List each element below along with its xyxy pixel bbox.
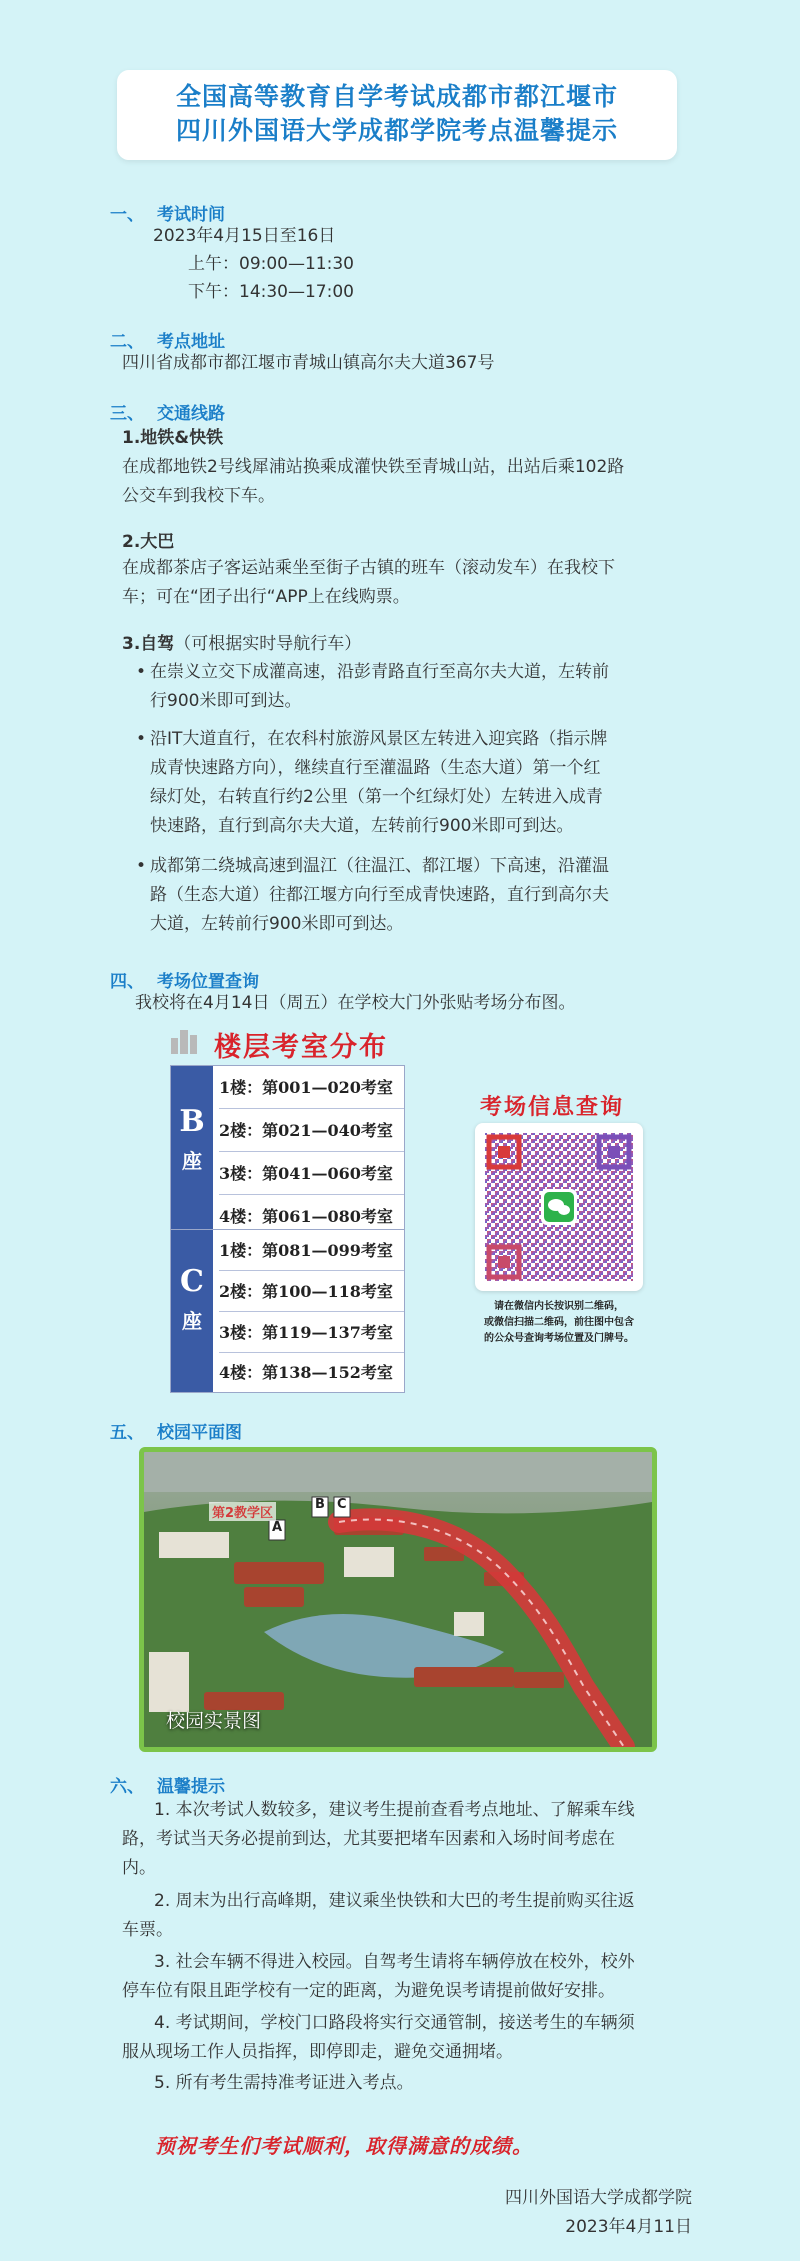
floor-title — [170, 1025, 388, 1064]
drive-route-2-line-3: 绿灯处，右转直行约2公里（第一个红绿灯处）左转进入成青 — [150, 787, 603, 807]
map-marker-a: A — [272, 1520, 283, 1535]
qr-note — [462, 1299, 656, 1347]
drive-route-3-line-2: 路（生态大道）往都江堰方向行至成青快速路，直行到高尔夫 — [150, 885, 609, 905]
tip-1-line-1: 1. 本次考试人数较多，建议考生提前查看考点地址、了解乘车线 — [154, 1800, 635, 1820]
campus-map — [139, 1447, 657, 1752]
section-3-title: 交通线路 — [157, 404, 225, 424]
building-c-zuo: 座 — [182, 1309, 202, 1333]
section-6-title: 温馨提示 — [157, 1777, 225, 1797]
route-metro-title: 1.地铁&快铁 — [122, 428, 224, 448]
section-6-number: 六、 — [110, 1777, 144, 1797]
tip-1-line-3: 内。 — [122, 1858, 156, 1878]
floor-title-text: 楼层考室分布 — [214, 1032, 388, 1063]
bullet-dot: • — [136, 856, 147, 876]
route-metro-line-2: 公交车到我校下车。 — [122, 486, 275, 506]
drive-route-1-line-1: 在崇义立交下成灌高速，沿彭青路直行至高尔夫大道，左转前 — [150, 662, 609, 682]
campus-aerial-image — [144, 1452, 652, 1747]
title-box — [117, 70, 677, 160]
drive-route-3-line-3: 大道，左转前行900米即可到达。 — [150, 914, 404, 934]
qr-note-line-1: 请在微信内长按识别二维码， — [494, 1301, 624, 1312]
tip-2-line-2: 车票。 — [122, 1920, 173, 1940]
qr-code[interactable] — [475, 1123, 643, 1291]
drive-route-3 — [136, 852, 609, 939]
tip-4 — [122, 2009, 722, 2067]
drive-route-3-line-1: 成都第二绕城高速到温江（往温江、都江堰）下高速，沿灌温 — [150, 856, 609, 876]
section-2-number: 二、 — [110, 332, 144, 352]
exam-address: 四川省成都市都江堰市青城山镇高尔夫大道367号 — [122, 353, 495, 373]
wish-text: 预祝考生们考试顺利，取得满意的成绩。 — [155, 2134, 533, 2158]
building-c-floor-1: 1楼：第081—099考室 — [219, 1230, 404, 1271]
tip-1 — [122, 1796, 722, 1883]
tip-5-line-1: 5. 所有考生需持准考证进入考点。 — [154, 2073, 414, 2093]
location-notice: 我校将在4月14日（周五）在学校大门外张贴考场分布图。 — [135, 993, 576, 1013]
zone-label: 第2教学区 — [209, 1502, 276, 1521]
section-4-title: 考场位置查询 — [157, 972, 259, 992]
map-label: 校园实景图 — [166, 1710, 262, 1732]
drive-route-1-line-2: 行900米即可到达。 — [150, 691, 302, 711]
section-2-title: 考点地址 — [157, 332, 225, 352]
building-b-floor-2: 2楼：第021—040考室 — [219, 1109, 404, 1152]
building-c-block — [170, 1229, 405, 1393]
section-4-number: 四、 — [110, 972, 144, 992]
route-bus-line-1: 在成都茶店子客运站乘坐至街子古镇的班车（滚动发车）在我校下 — [122, 558, 615, 578]
drive-route-2 — [136, 725, 608, 841]
building-b-floor-1: 1楼：第001—020考室 — [219, 1066, 404, 1109]
tip-3-line-2: 停车位有限且距学校有一定的距离，为避免误考请提前做好安排。 — [122, 1981, 615, 2001]
qr-code-icon — [475, 1123, 643, 1291]
qr-title: 考场信息查询 — [480, 1095, 625, 1120]
tip-5 — [122, 2069, 722, 2098]
route-drive-note: （可根据实时导航行车） — [174, 634, 362, 654]
bullet-dot: • — [136, 662, 147, 682]
section-1-number: 一、 — [110, 205, 144, 225]
building-b-block — [170, 1065, 405, 1237]
exam-date: 2023年4月15日至16日 — [153, 226, 336, 246]
qr-note-line-2: 或微信扫描二维码，前往图中包含 — [484, 1317, 634, 1328]
route-metro-line-1: 在成都地铁2号线犀浦站换乘成灌快铁至青城山站，出站后乘102路 — [122, 457, 625, 477]
building-c-floor-4: 4楼：第138—152考室 — [219, 1363, 393, 1382]
tip-3-line-1: 3. 社会车辆不得进入校园。自驾考生请将车辆停放在校外，校外 — [154, 1952, 635, 1972]
tip-2 — [122, 1887, 722, 1945]
signature-org: 四川外国语大学成都学院 — [505, 2188, 692, 2208]
section-3-number: 三、 — [110, 404, 144, 424]
drive-route-2-line-4: 快速路，直行到高尔夫大道，左转前行900米即可到达。 — [150, 816, 574, 836]
exam-time-am: 上午：09:00—11:30 — [188, 254, 354, 274]
drive-route-1 — [136, 658, 609, 716]
section-6-heading — [110, 1772, 225, 1797]
building-b-letter: B — [179, 1104, 205, 1139]
route-drive-heading — [122, 630, 361, 659]
section-1-title: 考试时间 — [157, 205, 225, 225]
exam-time-pm: 下午：14:30—17:00 — [188, 282, 354, 302]
drive-route-2-line-2: 成青快速路方向），继续直行至灌温路（生态大道）第一个红 — [150, 758, 601, 778]
building-b-zuo: 座 — [182, 1149, 202, 1173]
signature-date: 2023年4月11日 — [565, 2217, 692, 2237]
building-c-letter: C — [180, 1264, 204, 1299]
section-5-heading — [110, 1418, 242, 1443]
building-b-floor-4: 4楼：第061—080考室 — [219, 1207, 393, 1226]
section-5-number: 五、 — [110, 1423, 144, 1443]
title-line-2: 四川外国语大学成都学院考点温馨提示 — [175, 116, 618, 145]
tip-1-line-2: 路，考试当天务必提前到达，尤其要把堵车因素和入场时间考虑在 — [122, 1829, 615, 1849]
route-bus-line-2: 车；可在“团子出行“APP上在线购票。 — [122, 587, 410, 607]
tip-3 — [122, 1948, 722, 2006]
drive-route-2-line-1: 沿IT大道直行，在农科村旅游风景区左转进入迎宾路（指示牌 — [150, 729, 608, 749]
map-marker-c: C — [337, 1497, 347, 1512]
tip-4-line-1: 4. 考试期间，学校门口路段将实行交通管制，接送考生的车辆须 — [154, 2013, 635, 2033]
building-b-floor-3: 3楼：第041—060考室 — [219, 1152, 404, 1195]
building-c-tag — [171, 1230, 213, 1392]
title-line-1: 全国高等教育自学考试成都市都江堰市 — [175, 82, 618, 111]
building-b-tag — [171, 1066, 213, 1236]
bullet-dot: • — [136, 729, 147, 749]
building-c-floor-3: 3楼：第119—137考室 — [219, 1312, 404, 1353]
floor-distribution-card — [170, 1025, 660, 1392]
tip-2-line-1: 2. 周末为出行高峰期，建议乘坐快铁和大巴的考生提前购买往返 — [154, 1891, 635, 1911]
map-marker-b: B — [315, 1497, 325, 1512]
route-drive-title: 3.自驾 — [122, 634, 175, 654]
building-c-floor-2: 2楼：第100—118考室 — [219, 1271, 404, 1312]
section-3-heading — [110, 399, 225, 424]
tip-4-line-2: 服从现场工作人员指挥，即停即走，避免交通拥堵。 — [122, 2042, 513, 2062]
qr-note-line-3: 的公众号查询考场位置及门牌号。 — [484, 1333, 634, 1344]
section-5-title: 校园平面图 — [157, 1423, 242, 1443]
route-bus-title: 2.大巴 — [122, 532, 175, 552]
